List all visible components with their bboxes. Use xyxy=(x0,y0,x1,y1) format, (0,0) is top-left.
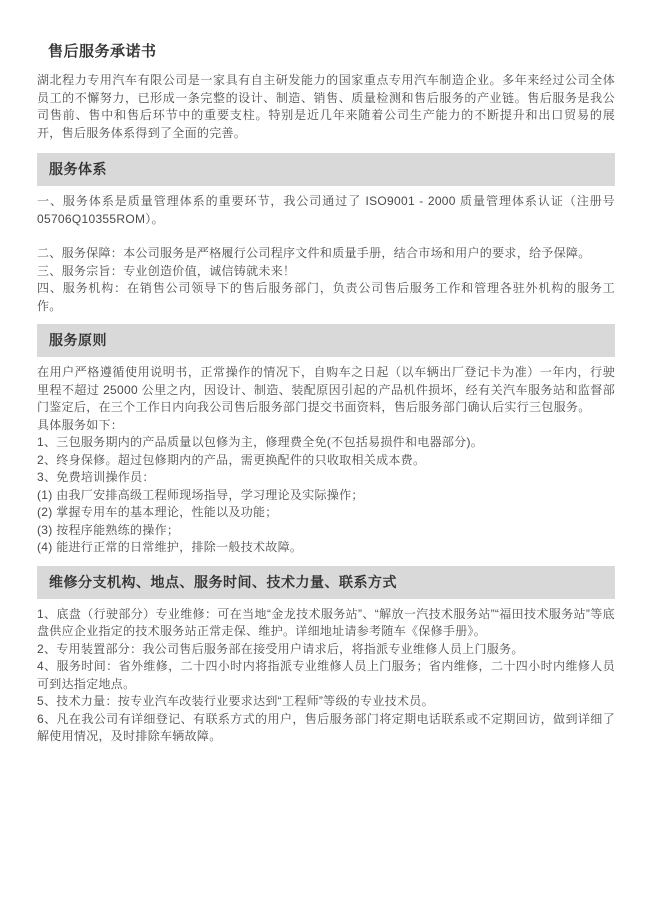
repair-branches-item-4: 4、服务时间：省外维修，二十四小时内将指派专业维修人员上门服务；省内维修，二十四小时内维修人员可到达指定地点。 xyxy=(37,659,615,691)
page-title: 售后服务承诺书 xyxy=(48,43,157,60)
section-heading-service-system: 服务体系 xyxy=(37,153,615,186)
service-system-item-2: 二、服务保障：本公司服务是严格履行公司程序文件和质量手册，结合市场和用户的要求，给予保障。 xyxy=(37,246,591,260)
section-heading-service-principles: 服务原则 xyxy=(37,324,615,357)
training-subitem-3: (3) 按程序能熟练的操作； xyxy=(37,522,180,537)
training-subitem-2: (2) 掌握专用车的基本理论，性能以及功能； xyxy=(37,505,278,519)
section-heading-repair-branches: 维修分支机构、地点、服务时间、技术力量、联系方式 xyxy=(37,566,615,599)
repair-branches-item-2: 2、专用装置部分：我公司售后服务部在接受用户请求后，将指派专业维修人员上门服务。 xyxy=(37,641,524,656)
service-system-item-3: 三、服务宗旨：专业创造价值，诚信铸就未来！ xyxy=(37,263,296,278)
service-principles-paragraph: 在用户严格遵循使用说明书，正常操作的情况下，自购车之日起（以车辆出厂登记卡为准）一年内，行驶里程不超过 25000 公里之内，因设计、制造、装配原因引起的产品机件损坏，经有关汽车服务站和监督部门鉴定后，在三个工作日内向我公司售后服务部门提交书面资料，售后服务部门确认后实行三包服务。 xyxy=(37,365,615,414)
intro-paragraph: 湖北程力专用汽车有限公司是一家具有自主研发能力的国家重点专用汽车制造企业。多年来经过公司全体员工的不懈努力，已形成一条完整的设计、制造、销售、质量检测和售后服务的产业链。售后服务是我公司售前、售中和售后环节中的重要支柱。特别是近几年来随着公司生产能力的不断提升和出口贸易的展开，售后服务体系得到了全面的完善。 xyxy=(37,73,615,140)
service-principles-lead: 具体服务如下： xyxy=(37,417,124,432)
repair-branches-item-6: 6、凡在我公司有详细登记、有联系方式的用户，售后服务部门将定期电话联系或不定期回访，做到详细了解使用情况，及时排除车辆故障。 xyxy=(37,711,615,743)
repair-branches-item-1: 1、底盘（行驶部分）专业维修：可在当地“金龙技术服务站”、“解放一汽技术服务站”“福田技术服务站”等底盘供应企业指定的技术服务站正常走保、维护。详细地址请参考随车《保修手册》。 xyxy=(37,606,615,638)
service-system-item-1: 一、服务体系是质量管理体系的重要环节，我公司通过了 ISO9001 - 2000 质量管理体系认证（注册号 05706Q10355ROM）。 xyxy=(37,194,615,226)
service-principles-item-1: 1、三包服务期内的产品质量以包修为主，修理费全免(不包括易损件和电器部分)。 xyxy=(37,435,484,449)
repair-branches-item-5: 5、技术力量：按专业汽车改装行业要求达到“工程师”等级的专业技术员。 xyxy=(37,694,434,708)
service-system-item-4: 四、服务机构：在销售公司领导下的售后服务部门，负责公司售后服务工作和管理各驻外机构的服务工作。 xyxy=(37,281,615,313)
service-principles-item-2: 2、终身保修。超过包修期内的产品，需更换配件的只收取相关成本费。 xyxy=(37,452,426,467)
training-subitem-1: (1) 由我厂安排高级工程师现场指导，学习理论及实际操作； xyxy=(37,487,364,502)
training-subitem-4: (4) 能进行正常的日常维护，排除一般技术故障。 xyxy=(37,540,303,554)
service-principles-item-3: 3、免费培训操作员： xyxy=(37,470,155,484)
